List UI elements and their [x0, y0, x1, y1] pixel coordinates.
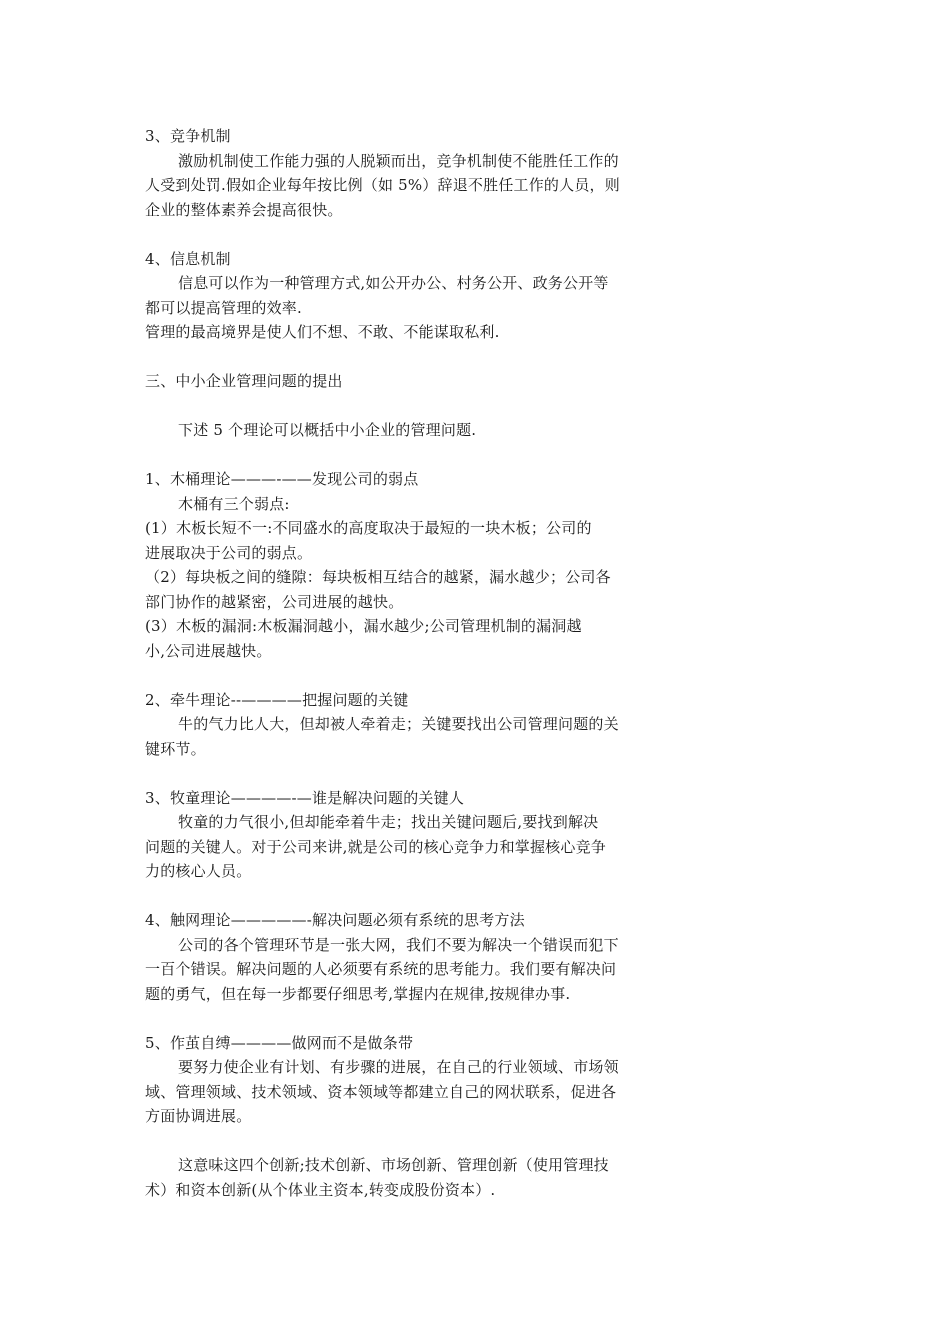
- paragraph-line: 企业的整体素养会提高很快。: [145, 200, 343, 219]
- spacer: [145, 345, 675, 370]
- theory-heading-barrel: 1、木桶理论———-——发现公司的弱点: [145, 470, 419, 488]
- theory-heading-net: 4、触网理论—————-解决问题必须有系统的思考方法: [145, 911, 525, 929]
- paragraph-line: 管理的最高境界是使人们不想、不敢、不能谋取私利.: [145, 323, 500, 341]
- spacer: [145, 394, 675, 419]
- paragraph-line: 都可以提高管理的效率.: [145, 298, 302, 317]
- paragraph-line: 信息可以作为一种管理方式,如公开办公、村务公开、政务公开等: [178, 274, 609, 292]
- spacer: [145, 443, 675, 468]
- paragraph-line: 进展取决于公司的弱点。: [145, 543, 313, 562]
- paragraph-line: 木桶有三个弱点:: [178, 494, 290, 513]
- paragraph-line: 力的核心人员。: [145, 862, 252, 880]
- spacer: [145, 1129, 675, 1154]
- paragraph-line: 方面协调进展。: [145, 1107, 252, 1125]
- spacer: [145, 1006, 675, 1031]
- paragraph-line: 问题的关键人。对于公司来讲,就是公司的核心竞争力和掌握核心竞争: [145, 837, 606, 856]
- spacer: [145, 884, 675, 909]
- paragraph-line: 激励机制使工作能力强的人脱颖而出，竞争机制使不能胜任工作的: [178, 151, 619, 170]
- paragraph-line: (3）木板的漏洞:木板漏洞越小，漏水越少;公司管理机制的漏洞越: [145, 617, 582, 635]
- paragraph-line: 小,公司进展越快。: [145, 641, 272, 660]
- theory-heading-cocoon: 5、作茧自缚————做网而不是做条带: [145, 1033, 414, 1052]
- closing-line: 这意味这四个创新;技术创新、市场创新、管理创新（使用管理技: [178, 1156, 609, 1174]
- paragraph-line: 域、管理领域、技术领域、资本领域等都建立自己的网状联系，促进各: [145, 1082, 617, 1101]
- theory-heading-ox: 2、牵牛理论--————把握问题的关键: [145, 690, 409, 709]
- paragraph-line: 公司的各个管理环节是一张大网，我们不要为解决一个错误而犯下: [178, 935, 619, 954]
- paragraph-line: （2）每块板之间的缝隙：每块板相互结合的越紧，漏水越少；公司各: [145, 568, 611, 586]
- paragraph-line: 牧童的力气很小,但却能牵着牛走；找出关键问题后,要找到解决: [178, 813, 599, 831]
- section-heading-competition: 3、竞争机制: [145, 127, 231, 145]
- paragraph-line: (1）木板长短不一:不同盛水的高度取决于最短的一块木板；公司的: [145, 519, 592, 537]
- part-heading: 三、中小企业管理问题的提出: [145, 372, 343, 390]
- intro-line: 下述 5 个理论可以概括中小企业的管理问题.: [178, 421, 477, 439]
- theory-heading-shepherd: 3、牧童理论————-—谁是解决问题的关键人: [145, 788, 465, 807]
- paragraph-line: 一百个错误。解决问题的人必须要有系统的思考能力。我们要有解决问: [145, 960, 617, 978]
- paragraph-line: 牛的气力比人大，但却被人牵着走；关键要找出公司管理问题的关: [178, 715, 619, 733]
- document-body: [145, 124, 675, 1202]
- spacer: [145, 222, 675, 247]
- paragraph-line: 要努力使企业有计划、有步骤的进展，在自己的行业领域、市场领: [178, 1058, 619, 1076]
- spacer: [145, 663, 675, 688]
- paragraph-line: 键环节。: [145, 739, 206, 758]
- paragraph-line: 题的勇气，但在每一步都要仔细思考,掌握内在规律,按规律办事.: [145, 984, 571, 1003]
- paragraph-line: 人受到处罚.假如企业每年按比例（如 5%）辞退不胜任工作的人员，则: [145, 176, 620, 194]
- section-heading-information: 4、信息机制: [145, 249, 231, 268]
- spacer: [145, 761, 675, 786]
- paragraph-line: 部门协作的越紧密，公司进展的越快。: [145, 592, 404, 611]
- closing-line: 术）和资本创新(从个体业主资本,转变成股份资本）.: [145, 1180, 496, 1199]
